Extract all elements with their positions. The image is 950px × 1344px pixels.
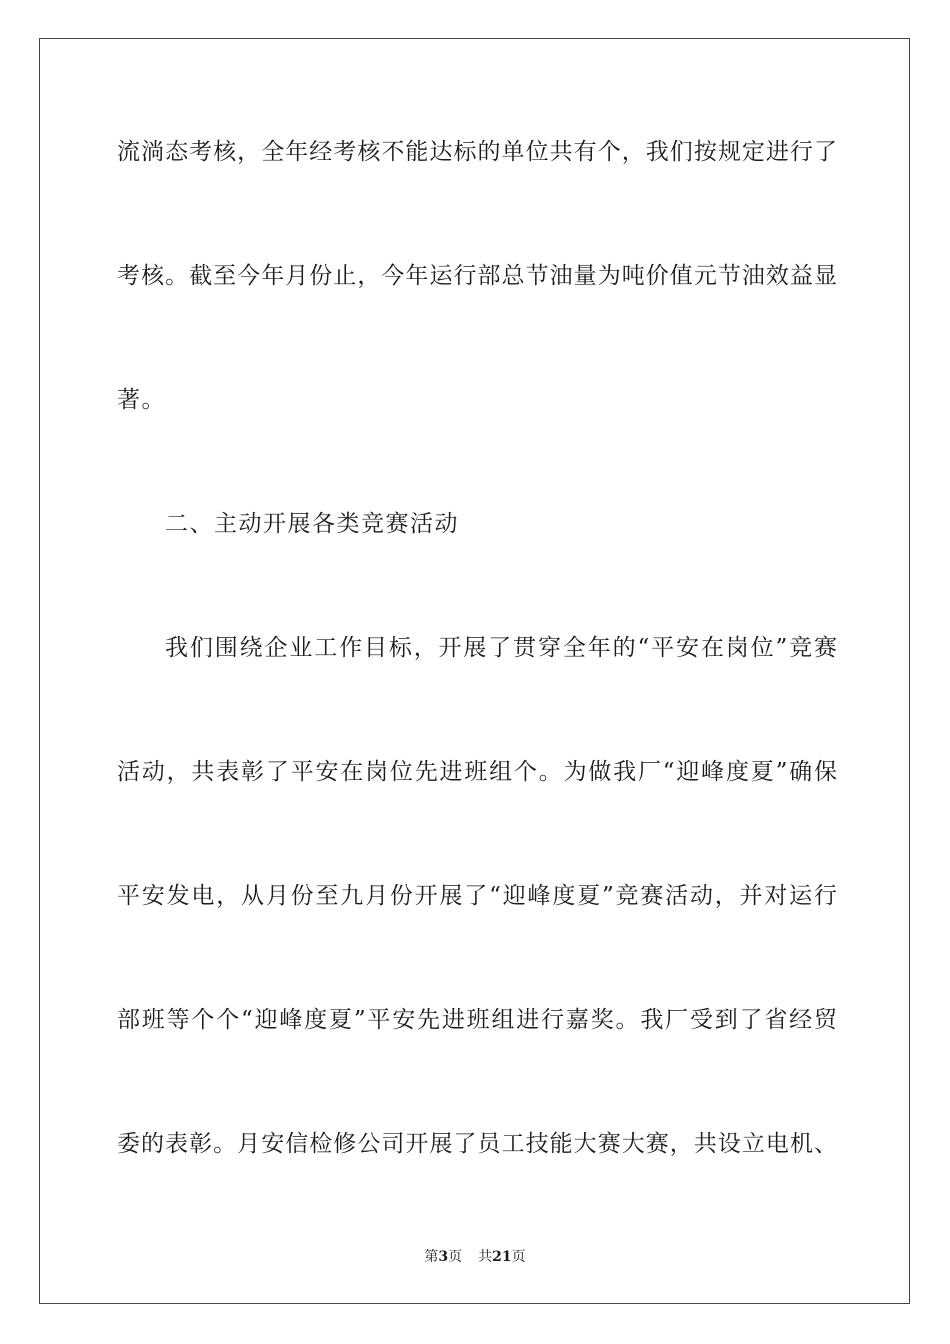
text-line-6: 活动，共表彰了平安在岗位先进班组个。为做我厂“迎峰度夏”确保 [117, 759, 837, 785]
text-line-2: 考核。截至今年月份止，今年运行部总节油量为吨价值元节油效益显 [117, 263, 837, 289]
text-line-8: 部班等个个“迎峰度夏”平安先进班组进行嘉奖。我厂受到了省经贸 [117, 1007, 837, 1033]
page-prefix: 第 [424, 1249, 439, 1265]
total-pages: 21 [492, 1249, 512, 1265]
page-border [39, 38, 910, 1304]
page-footer [0, 1246, 950, 1266]
page-suffix: 页 [448, 1249, 463, 1265]
text-line-5: 我们围绕企业工作目标，开展了贯穿全年的“平安在岗位”竞赛 [165, 635, 837, 661]
page-number: 3 [438, 1249, 449, 1265]
total-suffix: 页 [511, 1249, 526, 1265]
total-prefix: 共 [478, 1249, 493, 1265]
text-line-1: 流淌态考核，全年经考核不能达标的单位共有个，我们按规定进行了 [117, 139, 837, 165]
text-line-3: 著。 [117, 387, 166, 413]
section-heading: 二、主动开展各类竞赛活动 [165, 511, 459, 537]
text-line-9: 委的表彰。月安信检修公司开展了员工技能大赛大赛，共设立电机、 [117, 1131, 837, 1157]
text-line-7: 平安发电，从月份至九月份开展了“迎峰度夏”竞赛活动，并对运行 [117, 883, 837, 909]
